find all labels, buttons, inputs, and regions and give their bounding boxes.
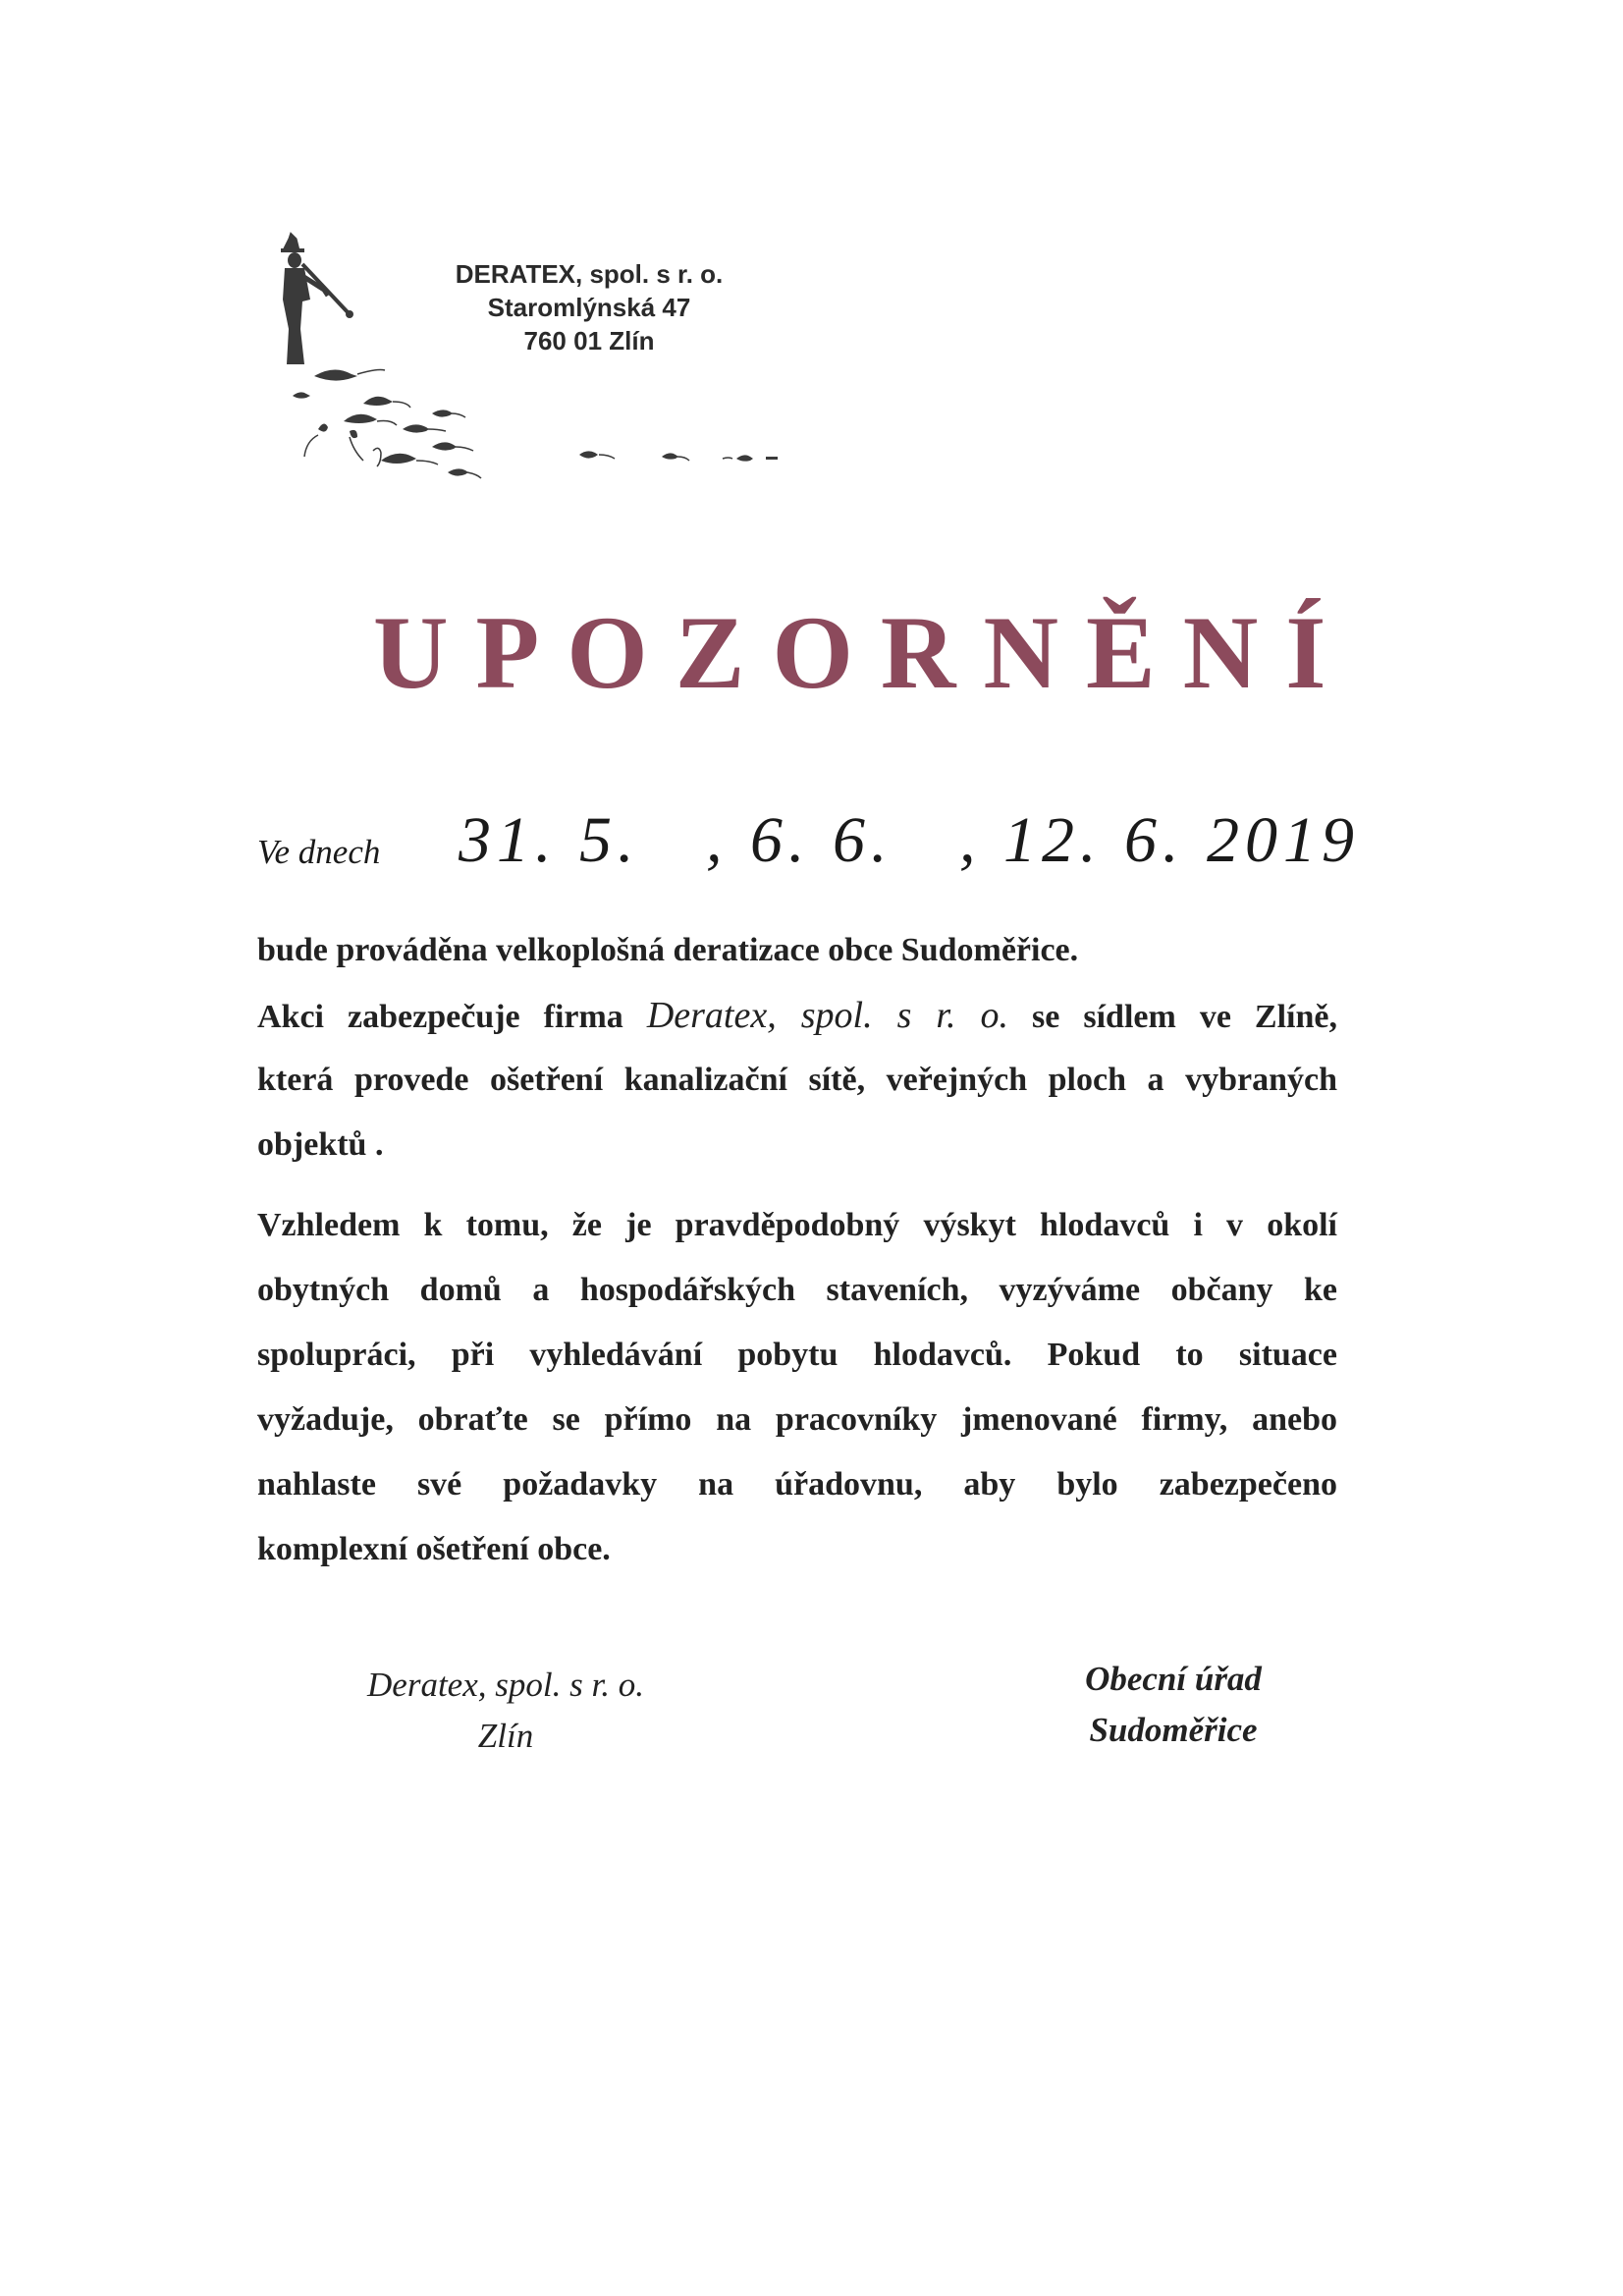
paragraph-1-line-4: objektů . (257, 1126, 384, 1163)
paragraph-2 (257, 1193, 1337, 1582)
signature-municipality-line-2: Sudoměřice (1089, 1711, 1258, 1749)
paragraph-1-line-2-post: se sídlem ve Zlíně, (1008, 999, 1337, 1035)
paragraph-1-firm-name: Deratex, spol. s r. o. (646, 995, 1008, 1036)
paragraph-1-line-2-pre: Akci zabezpečuje firma (257, 999, 647, 1035)
notice-title: UPOZORNĚNÍ (373, 595, 1354, 710)
paragraph-1-line-3: která provede ošetření kanalizační sítě, veřejných ploch a vybraných (257, 1062, 1337, 1098)
company-address (412, 257, 766, 357)
signature-municipality-line-1: Obecní úřad (1085, 1660, 1262, 1698)
paragraph-1-line-2 (257, 983, 1337, 1048)
signature-company (339, 1660, 673, 1762)
dates-line (257, 803, 1386, 892)
paragraph-1-line-1: bude prováděna velkoplošná deratizace obce Sudoměřice. (257, 932, 1079, 968)
signature-municipality (1041, 1654, 1306, 1756)
paragraph-2-line-5: nahlaste své požadavky na úřadovnu, aby bylo zabezpečeno (257, 1466, 1337, 1503)
paragraph-2-line-4: vyžaduje, obraťte se přímo na pracovníky jmenované firmy, anebo (257, 1401, 1337, 1438)
paragraph-2-line-2: obytných domů a hospodářských staveních, vyzýváme občany ke (257, 1272, 1337, 1308)
paragraph-1 (257, 918, 1337, 1177)
signature-company-line-1: Deratex, spol. s r. o. (367, 1666, 644, 1704)
company-name: DERATEX, spol. s r. o. (455, 259, 724, 289)
dates-value: 31. 5. , 6. 6. , 12. 6. 2019 (459, 804, 1360, 876)
paragraph-2-line-1: Vzhledem k tomu, že je pravděpodobný výskyt hlodavců i v okolí (257, 1207, 1337, 1243)
company-city: 760 01 Zlín (523, 326, 655, 355)
company-street: Staromlýnská 47 (487, 293, 691, 322)
signature-company-line-2: Zlín (477, 1717, 534, 1755)
paragraph-2-line-6: komplexní ošetření obce. (257, 1531, 611, 1567)
dates-label: Ve dnech (257, 833, 381, 871)
paragraph-2-line-3: spolupráci, při vyhledávání pobytu hlodavců. Pokud to situace (257, 1337, 1337, 1373)
